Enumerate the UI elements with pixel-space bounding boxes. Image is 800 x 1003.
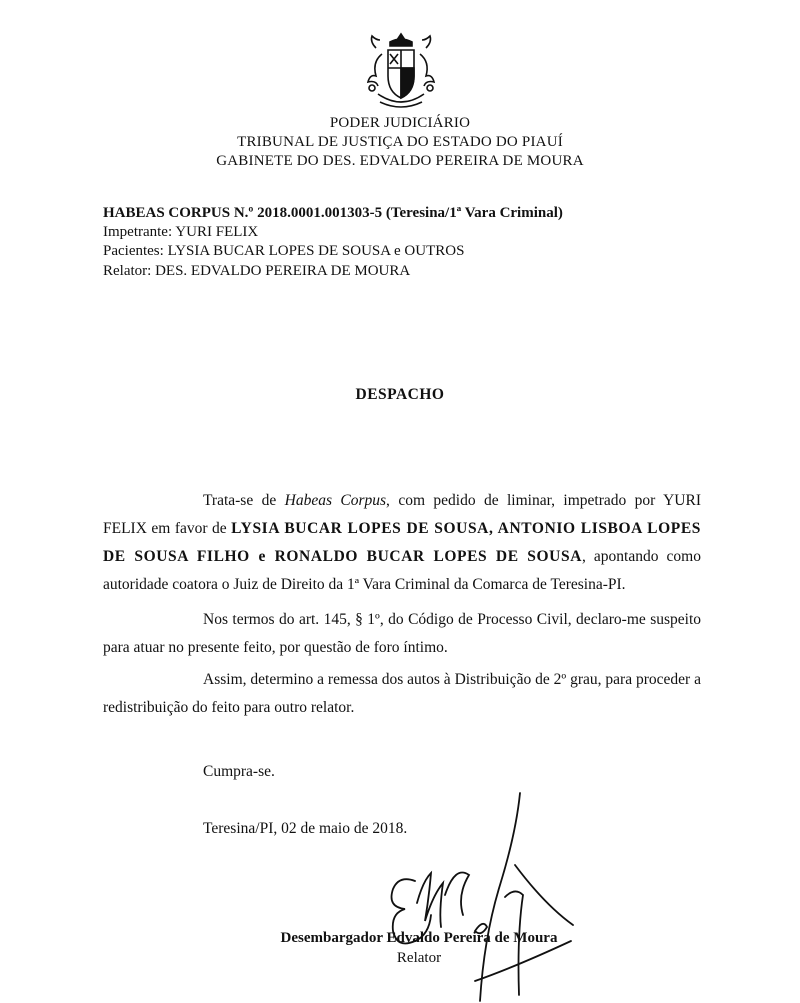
case-impetrante: Impetrante: YURI FELIX — [103, 224, 259, 240]
paragraph-date: Teresina/PI, 02 de maio de 2018. — [203, 820, 408, 837]
header-tribunal: TRIBUNAL DE JUSTIÇA DO ESTADO DO PIAUÍ — [237, 134, 563, 150]
header-gabinete: GABINETE DO DES. EDVALDO PEREIRA DE MOURA — [216, 153, 584, 169]
case-number: HABEAS CORPUS N.º 2018.0001.001303-5 (Teresina/1ª Vara Criminal) — [103, 205, 563, 221]
case-relator: Relator: DES. EDVALDO PEREIRA DE MOURA — [103, 263, 411, 279]
p1-text-b: , com pedido de liminar, impetrado por YURI FELIX em favor de — [103, 492, 701, 537]
p1-text-a: Trata-se de — [203, 492, 285, 509]
paragraph-1 — [103, 487, 701, 599]
paragraph-2: Nos termos do art. 145, § 1º, do Código de Processo Civil, declaro-me suspeito para atuar no presente feito, por questão de foro íntimo. — [103, 611, 701, 656]
signatory-role: Relator — [396, 950, 442, 966]
paragraph-cumpra-se: Cumpra-se. — [203, 763, 275, 780]
p1-bold-names: LYSIA BUCAR LOPES DE SOUSA, ANTONIO LISBOA LOPES DE SOUSA FILHO e RONALDO BUCAR LOPES DE SOUSA — [103, 520, 701, 565]
p1-text-c: , apontando como autoridade coatora o Juiz de Direito da 1ª Vara Criminal da Comarca de Teresina-PI. — [103, 548, 701, 593]
coat-of-arms-icon — [360, 30, 442, 114]
case-pacientes: Pacientes: LYSIA BUCAR LOPES DE SOUSA e OUTROS — [103, 243, 465, 259]
handwritten-signature — [375, 785, 575, 1003]
header-poder-judiciario: PODER JUDICIÁRIO — [329, 115, 471, 131]
signatory-name: Desembargador Edvaldo Pereira de Moura — [280, 930, 558, 946]
p1-italic: Habeas Corpus — [284, 492, 387, 509]
paragraph-3: Assim, determino a remessa dos autos à Distribuição de 2º grau, para proceder a redistribuição do feito para outro relator. — [103, 671, 701, 716]
document-title: DESPACHO — [355, 386, 445, 403]
